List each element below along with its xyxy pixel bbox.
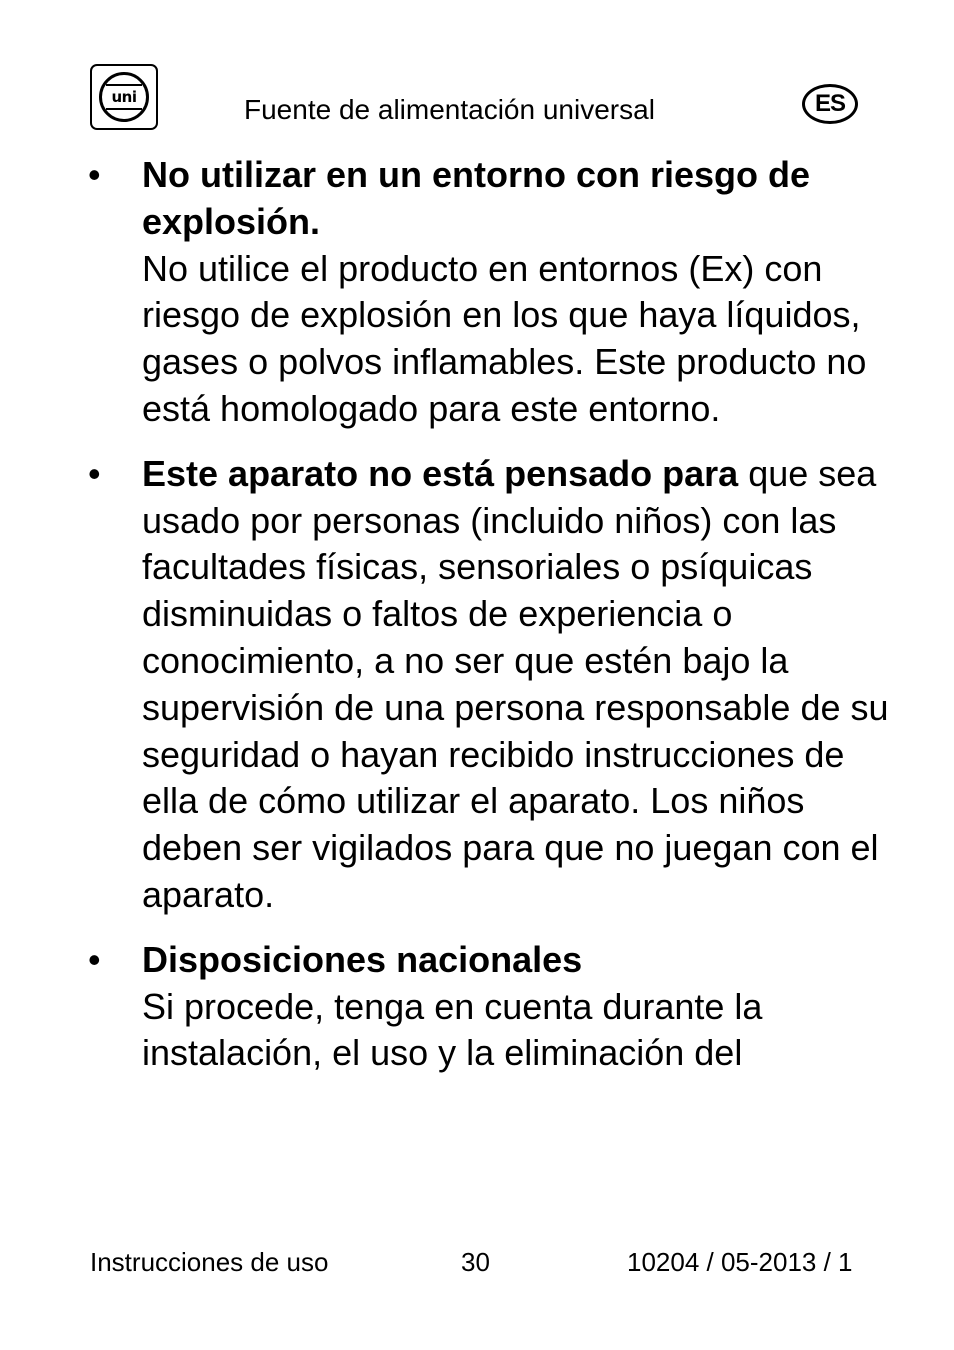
bullet-icon: • [88,452,101,494]
page-header-title: Fuente de alimentación universal [244,94,655,125]
bullet-icon: • [88,938,101,980]
bullet-icon: • [88,154,101,195]
item-body: No utilice el producto en entornos (Ex) con riesgo de explosión en los que haya líquidos, gases o polvos inflamables. Este producto no está homologado para este entorno. [142,247,867,429]
logo-text: uni [111,87,137,106]
item-heading: Este aparato no está pensado para [142,452,739,494]
logo-emblem [99,72,149,122]
footer-document-code: 10204 / 05-2013 / 1 [627,1247,853,1277]
language-badge: ES [802,84,858,124]
item-heading: Disposiciones nacionales [142,938,583,980]
item-paragraph [142,451,894,919]
item-body: Si procede, tenga en cuenta durante la instalación, el uso y la eliminación del [142,985,763,1074]
item-body: que sea usado por personas (incluido niños) con las facultades físicas, sensoriales o psíquicas disminuidas o faltos de experiencia o conocimiento, a no ser que estén bajo la supervisión de una persona responsable de su seguridad o hayan recibido instrucciones de ella de cómo utilizar el aparato. Los niños deben ser vigilados para que no juegan con el aparato. [142,452,889,915]
safety-item [0,937,954,1077]
safety-item [0,451,954,919]
item-heading: No utilizar en un entorno con riesgo de explosión. [142,154,811,242]
document-body [0,152,954,1077]
footer-document-title: Instrucciones de uso [90,1247,329,1277]
safety-item [0,152,954,433]
footer-page-number: 30 [461,1247,490,1277]
brand-logo [90,64,158,130]
